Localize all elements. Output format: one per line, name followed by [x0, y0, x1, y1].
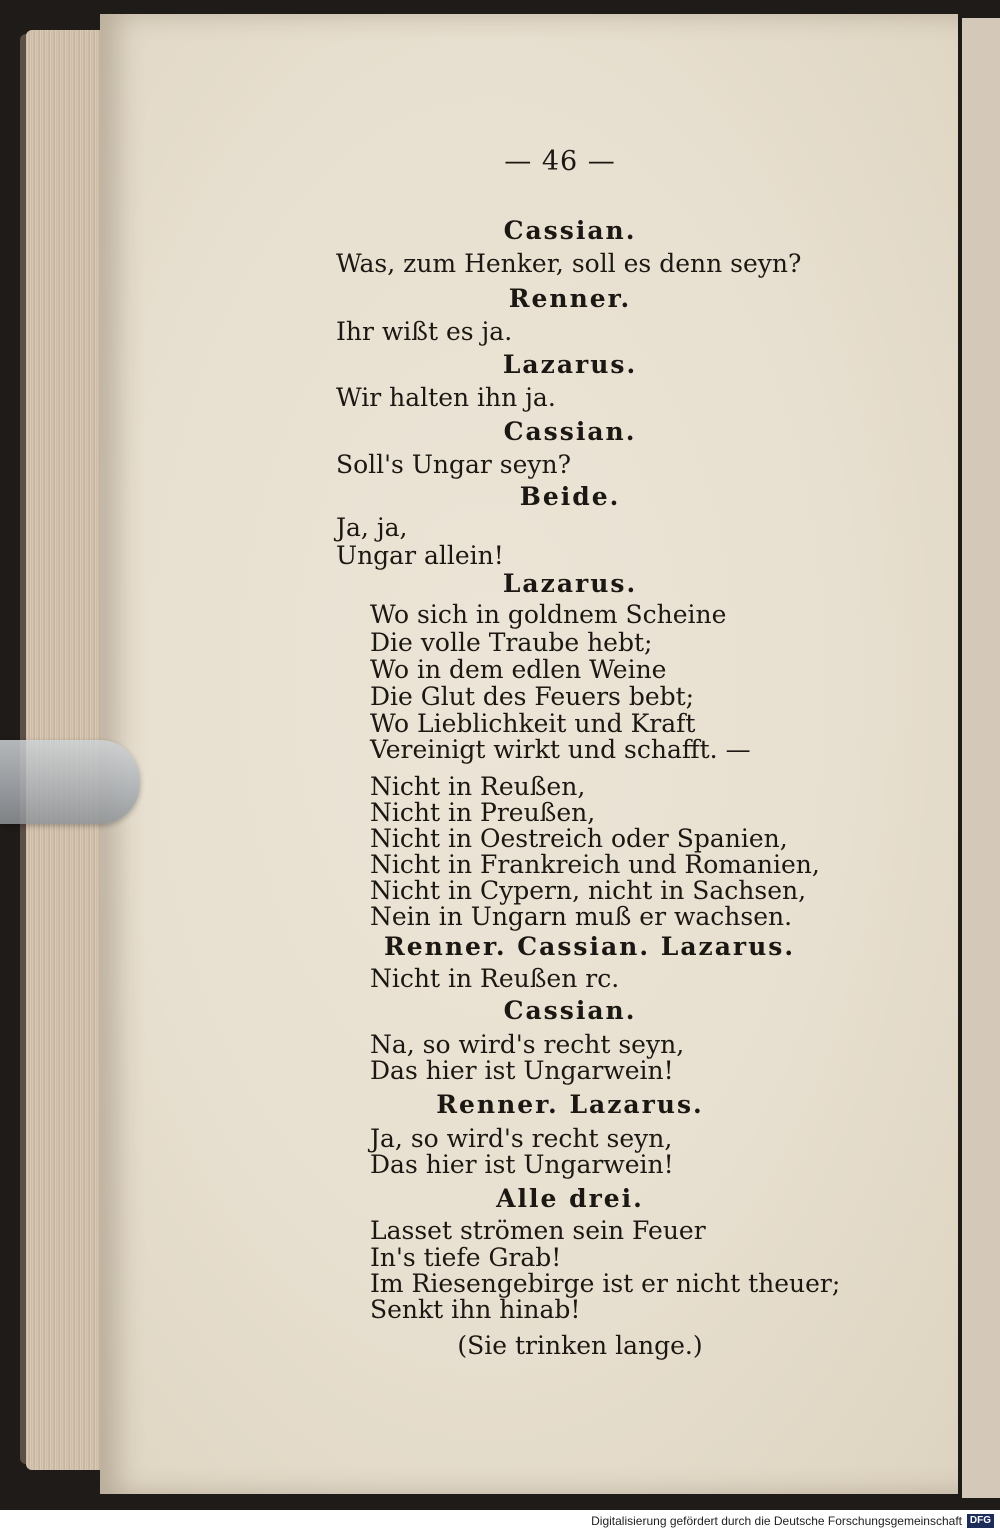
speaker-label: Cassian. — [503, 216, 637, 245]
funding-notice: Digitalisierung gefördert durch die Deutsche Forschungsgemeinschaft — [591, 1514, 962, 1528]
digitization-footer — [0, 1510, 1000, 1533]
text-line: Ungar allein! — [336, 541, 504, 570]
verse-line: Vereinigt wirkt und schafft. — — [370, 735, 751, 764]
speaker-label: Renner. — [508, 284, 632, 313]
verse-line: Die Glut des Feuers bebt; — [370, 682, 695, 711]
verse-line: Wo in dem edlen Weine — [370, 655, 667, 684]
verse-line: Das hier ist Ungarwein! — [370, 1150, 674, 1179]
verse-line: Wo Lieblichkeit und Kraft — [370, 709, 696, 738]
speaker-label: Lazarus. — [502, 350, 638, 379]
facing-page-edge — [962, 18, 1000, 1498]
stage-direction: (Sie trinken lange.) — [457, 1331, 703, 1360]
verse-line: Lasset strömen sein Feuer — [370, 1216, 706, 1245]
verse-line: In's tiefe Grab! — [370, 1243, 562, 1272]
verse-line: Nicht in Oestreich oder Spanien, — [370, 824, 788, 853]
text-line: Ihr wißt es ja. — [336, 317, 513, 346]
dfg-logo: DFG — [967, 1514, 994, 1528]
verse-line: Nicht in Preußen, — [370, 798, 596, 827]
verse-line: Wo sich in goldnem Scheine — [370, 600, 727, 629]
verse-line: Ja, so wird's recht seyn, — [370, 1124, 673, 1153]
text-line: Was, zum Henker, soll es denn seyn? — [336, 249, 802, 278]
verse-line: Nicht in Reußen rc. — [370, 964, 620, 993]
speaker-label: Lazarus. — [502, 569, 638, 598]
verse-line: Nicht in Cypern, nicht in Sachsen, — [370, 876, 807, 905]
verse-line: Nicht in Frankreich und Romanien, — [370, 850, 820, 879]
verse-line: Die volle Traube hebt; — [370, 628, 653, 657]
speaker-label: Cassian. — [503, 996, 637, 1025]
text-line: Soll's Ungar seyn? — [336, 450, 572, 479]
speaker-label: Cassian. — [503, 417, 637, 446]
text-line: Ja, ja, — [336, 513, 408, 542]
speaker-label: Renner. Cassian. Lazarus. — [384, 932, 796, 961]
verse-line: Nicht in Reußen, — [370, 772, 586, 801]
verse-line: Na, so wird's recht seyn, — [370, 1030, 685, 1059]
page-holder-tab — [0, 740, 140, 824]
verse-line: Nein in Ungarn muß er wachsen. — [370, 902, 793, 931]
verse-line: Das hier ist Ungarwein! — [370, 1056, 674, 1085]
verse-line: Senkt ihn hinab! — [370, 1295, 581, 1324]
speaker-label: Renner. Lazarus. — [436, 1090, 704, 1119]
speaker-label: Beide. — [519, 482, 621, 511]
text-line: Wir halten ihn ja. — [336, 383, 556, 412]
verse-line: Im Riesengebirge ist er nicht theuer; — [370, 1269, 841, 1298]
page-number: — 46 — — [504, 146, 616, 177]
speaker-label: Alle drei. — [496, 1184, 644, 1213]
